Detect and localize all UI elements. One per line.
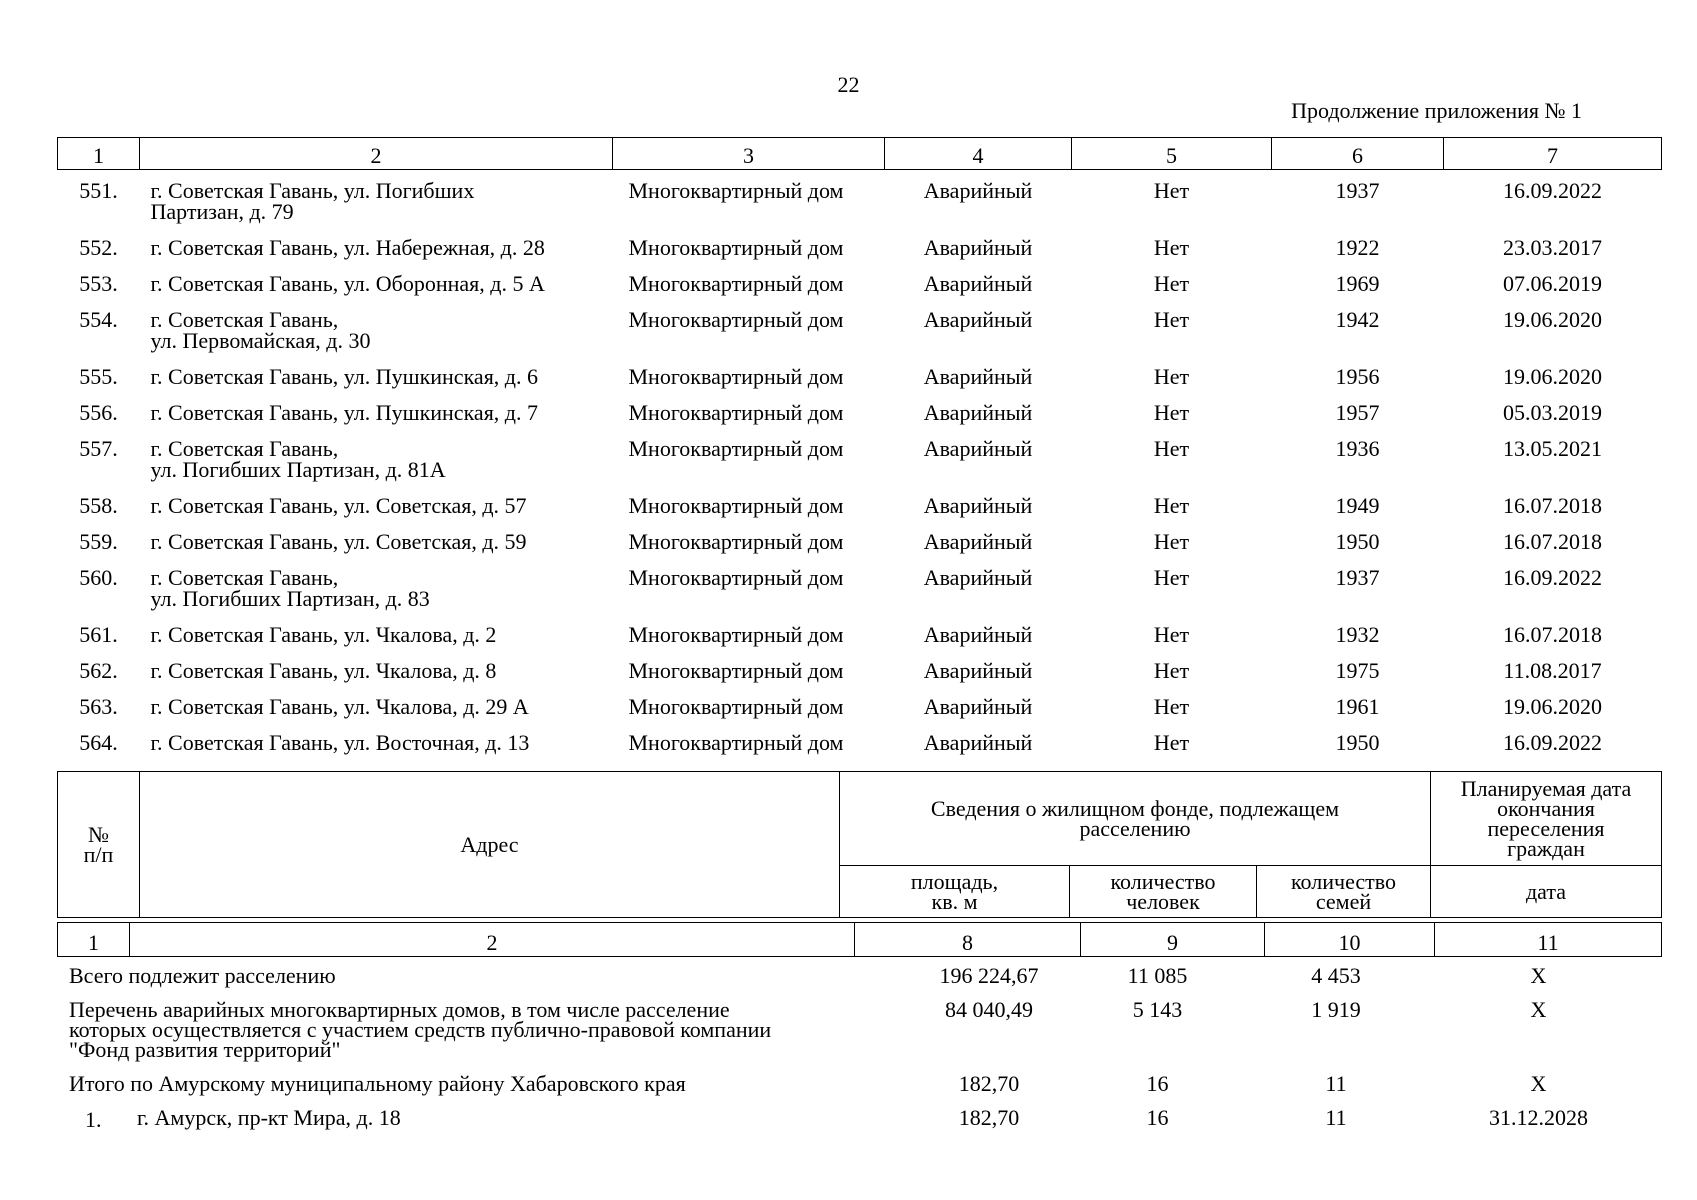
header-date: дата — [1431, 866, 1662, 918]
resettlement-table-header — [57, 771, 1662, 918]
flag: Нет — [1153, 235, 1190, 260]
row-label-text: Всего подлежит расселению — [69, 963, 336, 988]
date: 16.09.2022 — [1503, 178, 1602, 203]
row-number: 560. — [79, 565, 118, 590]
people-value: 11 085 — [1127, 963, 1188, 988]
date: 19.06.2020 — [1503, 307, 1602, 332]
building-type: Многоквартирный дом — [628, 658, 844, 683]
table-row — [57, 996, 1661, 1070]
address — [140, 226, 613, 262]
flag: Нет — [1153, 307, 1190, 332]
year: 1936 — [1335, 436, 1380, 461]
column-number-row — [58, 138, 1662, 170]
date-value: Х — [1530, 963, 1547, 988]
flag: Нет — [1153, 565, 1190, 590]
date: 23.03.2017 — [1503, 235, 1602, 260]
date: 19.06.2020 — [1503, 364, 1602, 389]
area-value: 196 224,67 — [939, 963, 1039, 988]
date: 13.05.2021 — [1503, 436, 1602, 461]
address — [140, 556, 613, 613]
families-value: 4 453 — [1311, 963, 1361, 988]
address — [140, 721, 613, 757]
address — [140, 391, 613, 427]
building-type: Многоквартирный дом — [628, 307, 844, 332]
table-row — [58, 355, 1662, 391]
row-number: 564. — [79, 730, 118, 755]
header-planned-date: Планируемая дата окончания переселения граждан — [1431, 772, 1662, 866]
column-number: 1 — [58, 923, 130, 957]
column-header: 2 — [140, 138, 613, 170]
status: Аварийный — [923, 178, 1033, 203]
address-line: г. Советская Гавань, ул. Восточная, д. 13 — [150, 730, 530, 755]
building-type: Многоквартирный дом — [628, 235, 844, 260]
column-number: 10 — [1265, 923, 1435, 957]
year: 1942 — [1335, 307, 1380, 332]
flag: Нет — [1153, 178, 1190, 203]
status: Аварийный — [923, 400, 1033, 425]
address-line: г. Советская Гавань, ул. Чкалова, д. 29 А — [150, 694, 529, 719]
families-value: 11 — [1325, 1105, 1347, 1130]
address — [140, 649, 613, 685]
year: 1950 — [1335, 529, 1380, 554]
row-label-text: Перечень аварийных многоквартирных домов, в том числе расселение которых осуществляется с участием средств публично-правовой компании "Фонд развития территорий" — [69, 997, 772, 1062]
people-value: 16 — [1146, 1105, 1169, 1130]
row-label — [57, 1104, 919, 1138]
year: 1975 — [1335, 658, 1380, 683]
date: 16.07.2018 — [1503, 529, 1602, 554]
address-line: ул. Погибших Партизан, д. 83 — [150, 586, 430, 611]
table-row — [58, 649, 1662, 685]
address — [140, 520, 613, 556]
area-value: 84 040,49 — [945, 997, 1033, 1022]
year: 1922 — [1335, 235, 1380, 260]
column-header: 4 — [885, 138, 1072, 170]
address-line: г. Советская Гавань, — [150, 436, 339, 461]
row-number: 555. — [79, 364, 118, 389]
building-type: Многоквартирный дом — [628, 400, 844, 425]
row-label — [57, 996, 919, 1070]
status: Аварийный — [923, 565, 1033, 590]
table-row — [58, 484, 1662, 520]
year: 1969 — [1335, 271, 1380, 296]
table-row — [58, 721, 1662, 757]
flag: Нет — [1153, 493, 1190, 518]
row-number: 559. — [79, 529, 118, 554]
people-value: 16 — [1146, 1071, 1169, 1096]
building-type: Многоквартирный дом — [628, 178, 844, 203]
building-type: Многоквартирный дом — [628, 730, 844, 755]
table-row — [58, 685, 1662, 721]
housing-table — [57, 137, 1662, 757]
area-value: 182,70 — [958, 1105, 1020, 1130]
address — [140, 484, 613, 520]
date-value: 31.12.2028 — [1489, 1105, 1588, 1130]
table-row — [58, 226, 1662, 262]
year: 1961 — [1335, 694, 1380, 719]
status: Аварийный — [923, 730, 1033, 755]
area-value: 182,70 — [958, 1071, 1020, 1096]
year: 1956 — [1335, 364, 1380, 389]
header-num: № п/п — [58, 772, 140, 918]
address-line: г. Советская Гавань, — [150, 307, 339, 332]
year: 1949 — [1335, 493, 1380, 518]
address — [140, 427, 613, 484]
row-number: 563. — [79, 694, 118, 719]
table-row — [57, 1104, 1661, 1138]
flag: Нет — [1153, 436, 1190, 461]
row-label — [57, 962, 919, 996]
column-header: 3 — [613, 138, 885, 170]
row-number: 551. — [79, 178, 118, 203]
address-line: г. Советская Гавань, ул. Советская, д. 59 — [150, 529, 527, 554]
address-line: г. Советская Гавань, ул. Пушкинская, д. 6 — [150, 364, 539, 389]
row-label-text: Итого по Амурскому муниципальному району Хабаровского края — [69, 1071, 686, 1096]
flag: Нет — [1153, 271, 1190, 296]
table-row — [57, 1070, 1661, 1104]
families-value: 1 919 — [1311, 997, 1361, 1022]
address — [140, 355, 613, 391]
status: Аварийный — [923, 235, 1033, 260]
column-header: 6 — [1272, 138, 1444, 170]
date: 16.07.2018 — [1503, 622, 1602, 647]
building-type: Многоквартирный дом — [628, 565, 844, 590]
address — [140, 613, 613, 649]
building-type: Многоквартирный дом — [628, 271, 844, 296]
column-header: 7 — [1444, 138, 1662, 170]
building-type: Многоквартирный дом — [628, 529, 844, 554]
row-number: 558. — [79, 493, 118, 518]
row-number: 561. — [79, 622, 118, 647]
row-number: 562. — [79, 658, 118, 683]
date: 19.06.2020 — [1503, 694, 1602, 719]
table-row — [58, 170, 1662, 227]
row-number: 554. — [79, 307, 118, 332]
status: Аварийный — [923, 529, 1033, 554]
table-row — [58, 520, 1662, 556]
flag: Нет — [1153, 622, 1190, 647]
column-number: 11 — [1435, 923, 1662, 957]
date: 07.06.2019 — [1503, 271, 1602, 296]
address-line: г. Советская Гавань, ул. Оборонная, д. 5 А — [150, 271, 545, 296]
resettlement-column-numbers — [57, 922, 1662, 957]
row-label-text: г. Амурск, пр-кт Мира, д. 18 — [137, 1105, 401, 1130]
table-row — [58, 298, 1662, 355]
address — [140, 685, 613, 721]
column-number: 9 — [1081, 923, 1265, 957]
status: Аварийный — [923, 436, 1033, 461]
date-value: Х — [1530, 997, 1547, 1022]
year: 1932 — [1335, 622, 1380, 647]
row-number: 552. — [79, 235, 118, 260]
status: Аварийный — [923, 271, 1033, 296]
status: Аварийный — [923, 307, 1033, 332]
column-number: 2 — [130, 923, 855, 957]
address-line: г. Советская Гавань, ул. Погибших — [150, 178, 475, 203]
year: 1957 — [1335, 400, 1380, 425]
year: 1937 — [1335, 565, 1380, 590]
column-header: 1 — [58, 138, 140, 170]
address-line: Партизан, д. 79 — [150, 199, 294, 224]
row-number: 1. — [85, 1107, 102, 1132]
column-header: 5 — [1072, 138, 1272, 170]
row-label — [57, 1070, 919, 1104]
year: 1950 — [1335, 730, 1380, 755]
flag: Нет — [1153, 694, 1190, 719]
address-line: г. Советская Гавань, — [150, 565, 339, 590]
header-people: количество человек — [1070, 866, 1257, 918]
status: Аварийный — [923, 493, 1033, 518]
address — [140, 170, 613, 227]
address-line: г. Советская Гавань, ул. Советская, д. 57 — [150, 493, 527, 518]
address-line: г. Советская Гавань, ул. Набережная, д. 28 — [150, 235, 545, 260]
row-number: 553. — [79, 271, 118, 296]
date: 16.09.2022 — [1503, 565, 1602, 590]
status: Аварийный — [923, 694, 1033, 719]
header-area: площадь, кв. м — [840, 866, 1070, 918]
status: Аварийный — [923, 622, 1033, 647]
table-row — [58, 556, 1662, 613]
resettlement-table-body — [57, 962, 1661, 1138]
table-row — [58, 613, 1662, 649]
building-type: Многоквартирный дом — [628, 694, 844, 719]
table-row — [57, 962, 1661, 996]
building-type: Многоквартирный дом — [628, 622, 844, 647]
column-number: 8 — [855, 923, 1081, 957]
continuation-label: Продолжение приложения № 1 — [1291, 98, 1582, 123]
date: 16.07.2018 — [1503, 493, 1602, 518]
address-line: ул. Погибших Партизан, д. 81А — [150, 457, 446, 482]
year: 1937 — [1335, 178, 1380, 203]
date-value: Х — [1530, 1071, 1547, 1096]
table-row — [58, 427, 1662, 484]
building-type: Многоквартирный дом — [628, 364, 844, 389]
date: 16.09.2022 — [1503, 730, 1602, 755]
header-fund: Сведения о жилищном фонде, подлежащем расселению — [840, 772, 1431, 866]
address-line: г. Советская Гавань, ул. Пушкинская, д. 7 — [150, 400, 539, 425]
address-line: г. Советская Гавань, ул. Чкалова, д. 2 — [150, 622, 497, 647]
address — [140, 262, 613, 298]
table-row — [58, 391, 1662, 427]
status: Аварийный — [923, 658, 1033, 683]
address — [140, 298, 613, 355]
building-type: Многоквартирный дом — [628, 493, 844, 518]
flag: Нет — [1153, 529, 1190, 554]
people-value: 5 143 — [1132, 997, 1183, 1022]
table-row — [58, 262, 1662, 298]
row-number: 557. — [79, 436, 118, 461]
address-line: г. Советская Гавань, ул. Чкалова, д. 8 — [150, 658, 497, 683]
families-value: 11 — [1325, 1071, 1347, 1096]
row-number: 556. — [79, 400, 118, 425]
flag: Нет — [1153, 658, 1190, 683]
date: 11.08.2017 — [1503, 658, 1602, 683]
status: Аварийный — [923, 364, 1033, 389]
address-line: ул. Первомайская, д. 30 — [150, 328, 371, 353]
flag: Нет — [1153, 364, 1190, 389]
flag: Нет — [1153, 400, 1190, 425]
flag: Нет — [1153, 730, 1190, 755]
building-type: Многоквартирный дом — [628, 436, 844, 461]
header-address: Адрес — [140, 772, 840, 918]
page-number: 22 — [837, 72, 860, 97]
header-families: количество семей — [1257, 866, 1431, 918]
date: 05.03.2019 — [1503, 400, 1602, 425]
